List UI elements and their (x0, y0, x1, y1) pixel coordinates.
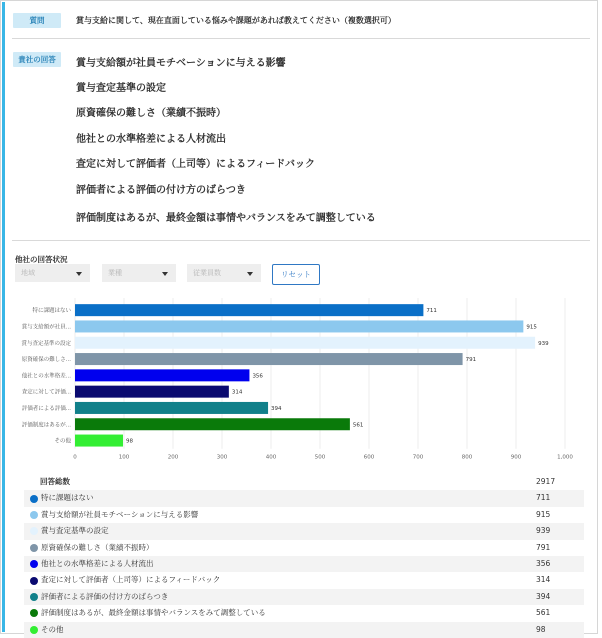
legend-dot-icon (30, 609, 38, 617)
chevron-down-icon (76, 272, 82, 276)
category-label: その他 (54, 438, 71, 445)
data-label: 915 (526, 324, 537, 331)
x-tick-label: 300 (216, 454, 228, 461)
category-label: 特に課題はない (32, 308, 71, 315)
category-label: 賞与支給額が社員... (21, 324, 71, 331)
bar (75, 386, 229, 398)
answer-item: 評価制度はあるが、最終金額は事情やバランスをみて調整している (76, 213, 376, 224)
x-tick-label: 100 (118, 454, 130, 461)
table-row (24, 523, 584, 539)
region-filter-label: 地域 (21, 269, 35, 277)
question-tag: 質問 (13, 13, 61, 28)
bar (75, 304, 423, 316)
answer-item: 他社との水準格差による人材流出 (76, 134, 226, 145)
legend-dot-icon (30, 544, 38, 552)
divider (12, 240, 590, 241)
table-row (24, 507, 584, 523)
row-label: 原資確保の難しさ（業績不振時） (41, 542, 154, 552)
data-label: 394 (271, 405, 282, 412)
answer-item: 賞与査定基準の設定 (76, 83, 166, 94)
bar (75, 337, 535, 349)
row-label: 賞与査定基準の設定 (41, 526, 109, 536)
row-count: 394 (536, 591, 551, 601)
bar (75, 353, 463, 365)
row-label: その他 (41, 624, 64, 634)
x-tick-label: 800 (461, 454, 473, 461)
row-count: 711 (536, 493, 551, 503)
row-label: 評価制度はあるが、最終金額は事情やバランスをみて調整している (41, 608, 266, 618)
answer-item: 原資確保の難しさ（業績不振時） (76, 108, 226, 119)
table-row (24, 556, 584, 572)
results-table (24, 474, 584, 638)
category-label: 原資確保の難しさ... (21, 357, 71, 364)
industry-filter-label: 業種 (108, 269, 122, 277)
row-count: 791 (536, 542, 551, 552)
data-label: 356 (252, 373, 263, 380)
total-label: 回答総数 (40, 477, 70, 486)
x-tick-label: 700 (412, 454, 424, 461)
bar (75, 320, 523, 332)
x-tick-label: 600 (363, 454, 375, 461)
answer-item: 評価者による評価の付け方のばらつき (76, 185, 246, 196)
table-row (24, 589, 584, 605)
row-count: 98 (536, 624, 546, 634)
data-label: 711 (426, 308, 437, 315)
legend-dot-icon (30, 511, 38, 519)
industry-filter[interactable] (102, 264, 176, 282)
data-label: 314 (231, 389, 243, 396)
answer-item: 賞与支給額が社員モチベーションに与える影響 (76, 58, 286, 69)
row-count: 356 (536, 558, 551, 568)
bar (75, 369, 249, 381)
table-row (24, 605, 584, 621)
row-count: 561 (536, 608, 551, 618)
category-label: 賞与査定基準の設定 (21, 340, 71, 347)
bar (75, 435, 123, 447)
reset-button[interactable]: リセット (272, 264, 320, 285)
chevron-down-icon (162, 272, 168, 276)
category-label: 査定に対して評価... (21, 389, 71, 396)
employee-count-filter[interactable] (187, 264, 261, 282)
table-row (24, 540, 584, 556)
category-label: 評価者による評価... (21, 405, 71, 412)
table-row (24, 572, 584, 588)
legend-dot-icon (30, 560, 38, 568)
x-tick-label: 0 (73, 454, 77, 461)
answer-tag: 貴社の回答 (13, 52, 61, 67)
legend-dot-icon (30, 593, 38, 601)
category-label: 評価制度はあるが... (21, 422, 71, 429)
row-count: 939 (536, 526, 551, 536)
x-tick-label: 1,000 (557, 454, 573, 461)
legend-dot-icon (30, 495, 38, 503)
employee-count-filter-label: 従業員数 (193, 269, 221, 277)
data-label: 791 (465, 357, 477, 364)
total-value: 2917 (536, 477, 556, 486)
row-label: 特に課題はない (41, 493, 94, 503)
others-section-title: 他社の回答状況 (15, 255, 68, 264)
x-tick-label: 400 (265, 454, 277, 461)
x-tick-label: 900 (510, 454, 522, 461)
row-label: 査定に対して評価者（上司等）によるフィードバック (41, 575, 221, 585)
question-text: 賞与支給に関して、現在直面している悩みや課題があれば教えてください（複数選択可） (76, 16, 396, 25)
data-label: 561 (352, 422, 364, 429)
data-label: 939 (538, 340, 549, 347)
x-tick-label: 500 (314, 454, 326, 461)
row-label: 他社との水準格差による人材流出 (41, 558, 154, 568)
legend-dot-icon (30, 626, 38, 634)
table-row (24, 622, 584, 638)
bar-chart (0, 294, 602, 466)
legend-dot-icon (30, 577, 38, 585)
bar (75, 418, 350, 430)
chevron-down-icon (247, 272, 253, 276)
x-tick-label: 200 (167, 454, 179, 461)
category-label: 他社との水準格差... (21, 373, 71, 380)
divider (12, 38, 590, 39)
row-label: 賞与支給額が社員モチベーションに与える影響 (41, 509, 199, 519)
legend-dot-icon (30, 527, 38, 535)
data-label: 98 (126, 438, 134, 445)
row-label: 評価者による評価の付け方のばらつき (41, 591, 169, 601)
region-filter[interactable] (15, 264, 90, 282)
table-row-total (24, 474, 584, 490)
row-count: 915 (536, 509, 551, 519)
answer-item: 査定に対して評価者（上司等）によるフィードバック (76, 159, 315, 170)
row-count: 314 (536, 575, 551, 585)
table-row (24, 490, 584, 506)
bar (75, 402, 268, 414)
